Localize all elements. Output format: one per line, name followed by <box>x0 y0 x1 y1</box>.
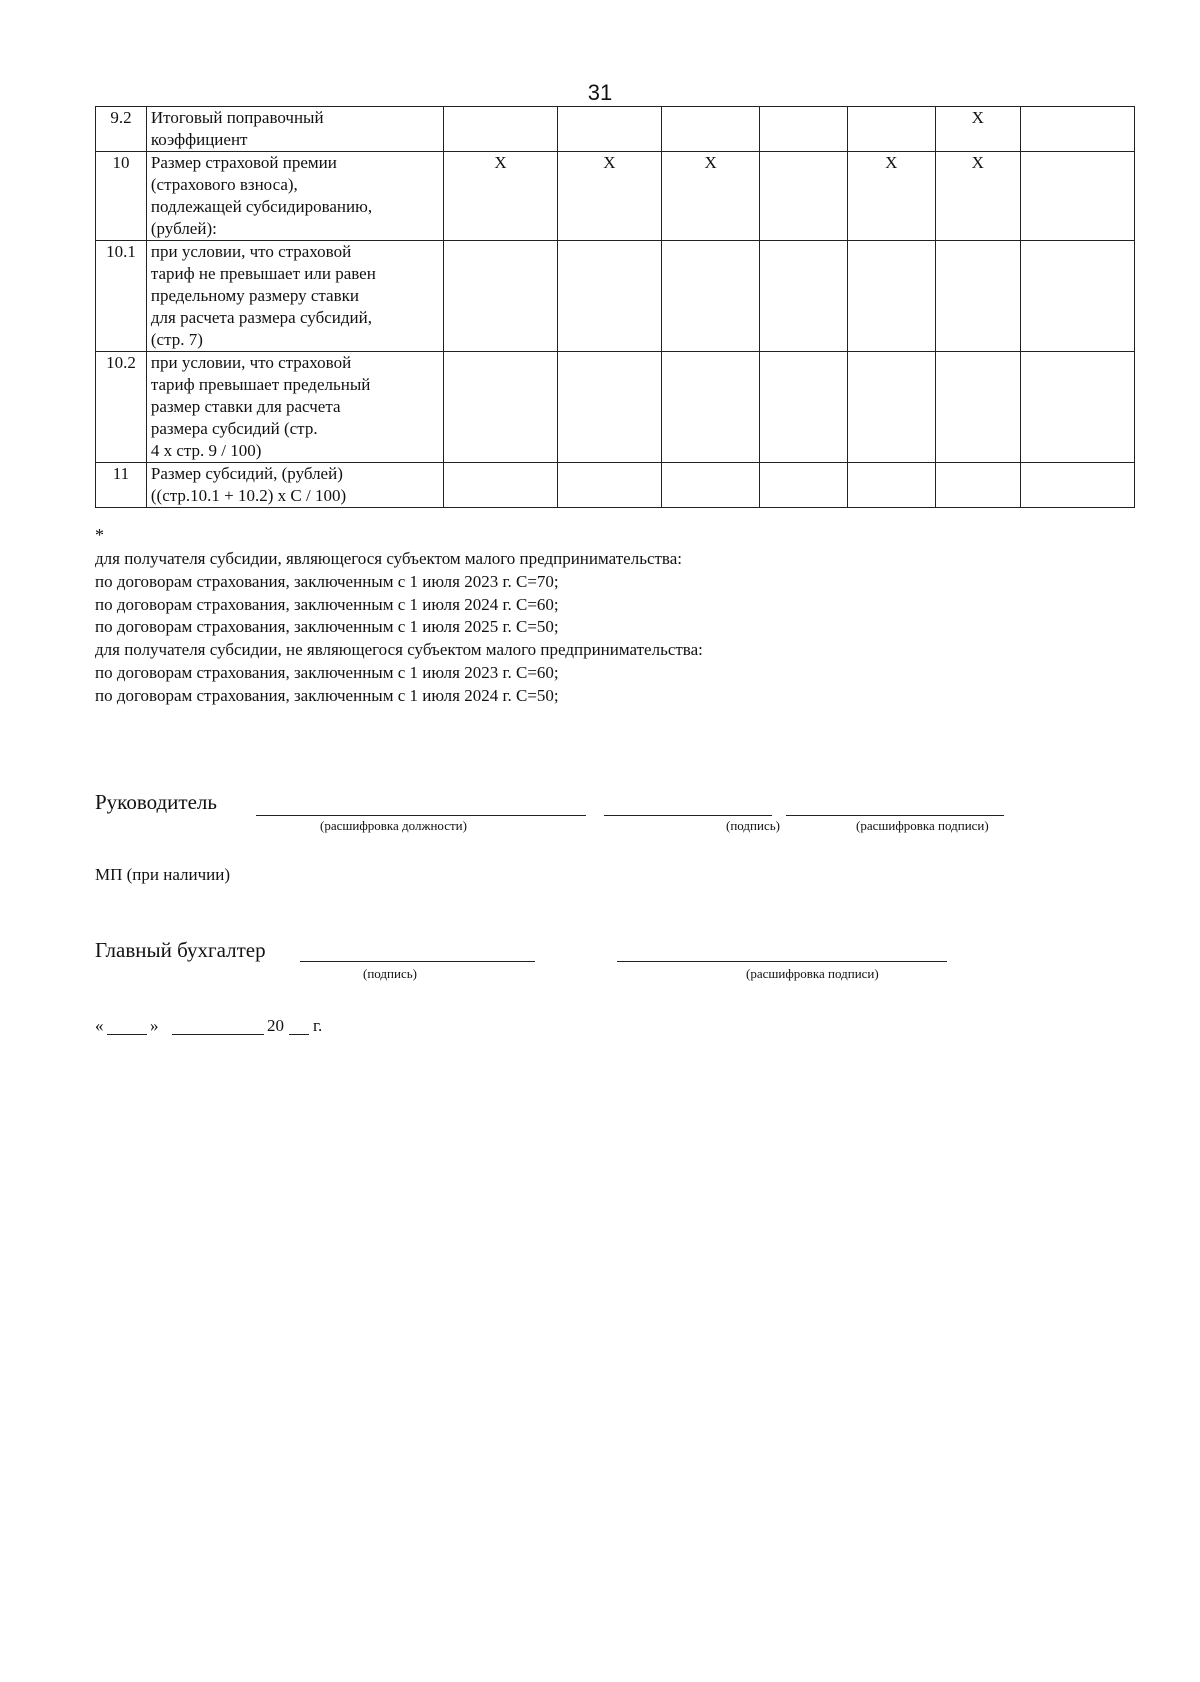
date-year-line[interactable] <box>289 1034 309 1035</box>
row-number: 10.1 <box>96 241 147 352</box>
date-year-prefix: 20 <box>267 1016 284 1035</box>
footnote-line: по договорам страхования, заключенным с 1 июля 2024 г. С=60; <box>95 594 559 614</box>
row-number: 9.2 <box>96 107 147 152</box>
head-signature-line[interactable] <box>604 815 772 816</box>
row-description: при условии, что страховой тариф превышает предельный размер ставки для расчета размера субсидий (стр. 4 x стр. 9 / 100) <box>150 353 371 460</box>
footnote-line: по договорам страхования, заключенным с 1 июля 2023 г. С=60; <box>95 662 559 682</box>
value-cell[interactable] <box>444 463 558 508</box>
row-number: 11 <box>96 463 147 508</box>
value-cell[interactable] <box>557 463 661 508</box>
accountant-label: Главный бухгалтер <box>95 938 266 962</box>
value-cell[interactable] <box>557 352 661 463</box>
value-cell[interactable] <box>661 463 760 508</box>
table-row <box>96 463 1135 508</box>
row-number: 10 <box>96 152 147 241</box>
value-cell[interactable]: X <box>935 152 1020 241</box>
value-cell[interactable] <box>1020 352 1134 463</box>
row-description: Итоговый поправочный коэффициент <box>150 108 324 149</box>
value-cell[interactable] <box>444 107 558 152</box>
page-number: 31 <box>587 80 613 105</box>
value-cell[interactable] <box>760 352 848 463</box>
value-cell[interactable] <box>760 241 848 352</box>
value-cell[interactable]: X <box>661 152 760 241</box>
value-cell[interactable] <box>1020 463 1134 508</box>
value-cell[interactable] <box>848 463 936 508</box>
value-cell[interactable] <box>444 241 558 352</box>
footnote-line: по договорам страхования, заключенным с 1 июля 2023 г. С=70; <box>95 571 559 591</box>
value-cell[interactable] <box>1020 107 1134 152</box>
footnote-line: для получателя субсидии, не являющегося субъектом малого предпринимательства: <box>95 640 703 660</box>
footnote-line: по договорам страхования, заключенным с 1 июля 2025 г. С=50; <box>95 617 559 637</box>
head-position-caption: (расшифровка должности) <box>320 818 467 833</box>
value-cell[interactable] <box>661 107 760 152</box>
footnote-line: для получателя субсидии, являющегося субъектом малого предпринимательства: <box>95 549 682 568</box>
value-cell[interactable] <box>848 241 936 352</box>
date-month-line[interactable] <box>172 1034 264 1035</box>
row-description-cell <box>146 352 443 463</box>
value-cell[interactable]: X <box>557 152 661 241</box>
head-decoding-caption: (расшифровка подписи) <box>856 818 989 833</box>
head-label: Руководитель <box>95 790 217 814</box>
value-cell[interactable] <box>760 152 848 241</box>
footnote-line: по договорам страхования, заключенным с 1 июля 2024 г. С=50; <box>95 685 559 705</box>
date-close-quote: » <box>150 1016 159 1035</box>
row-description-cell <box>146 463 443 508</box>
value-cell[interactable] <box>557 107 661 152</box>
table-row <box>96 152 1135 241</box>
calculation-table <box>95 106 1135 508</box>
value-cell[interactable] <box>848 107 936 152</box>
head-position-line[interactable] <box>256 815 586 816</box>
row-number: 10.2 <box>96 352 147 463</box>
accountant-signature-line[interactable] <box>300 961 535 962</box>
value-cell[interactable]: X <box>935 107 1020 152</box>
value-cell[interactable]: X <box>444 152 558 241</box>
row-description: при условии, что страховой тариф не превышает или равен предельному размеру ставки для расчета размера субсидий, (стр. 7) <box>150 242 376 349</box>
row-description-cell <box>146 152 443 241</box>
value-cell[interactable]: X <box>848 152 936 241</box>
footnote <box>95 525 1135 708</box>
value-cell[interactable] <box>661 352 760 463</box>
row-description: Размер страховой премии (страхового взноса), подлежащей субсидированию, (рублей): <box>150 153 373 238</box>
stamp-note: МП (при наличии) <box>95 865 231 884</box>
value-cell[interactable] <box>557 241 661 352</box>
value-cell[interactable] <box>848 352 936 463</box>
accountant-decoding-caption: (расшифровка подписи) <box>746 966 879 981</box>
value-cell[interactable] <box>760 107 848 152</box>
value-cell[interactable] <box>661 241 760 352</box>
value-cell[interactable] <box>760 463 848 508</box>
footnote-marker: * <box>95 525 104 545</box>
row-description-cell <box>146 107 443 152</box>
value-cell[interactable] <box>935 241 1020 352</box>
value-cell[interactable] <box>935 463 1020 508</box>
date-year-suffix: г. <box>313 1016 323 1035</box>
row-description: Размер субсидий, (рублей) ((стр.10.1 + 10.2) x С / 100) <box>150 464 347 505</box>
value-cell[interactable] <box>1020 241 1134 352</box>
accountant-decoding-line[interactable] <box>617 961 947 962</box>
table-row <box>96 352 1135 463</box>
accountant-signature-caption: (подпись) <box>363 966 417 981</box>
value-cell[interactable] <box>935 352 1020 463</box>
value-cell[interactable] <box>1020 152 1134 241</box>
date-day-line[interactable] <box>107 1034 147 1035</box>
table-row <box>96 241 1135 352</box>
value-cell[interactable] <box>444 352 558 463</box>
head-decoding-line[interactable] <box>786 815 1004 816</box>
head-signature-caption: (подпись) <box>726 818 780 833</box>
date-open-quote: « <box>95 1016 104 1035</box>
row-description-cell <box>146 241 443 352</box>
table-row <box>96 107 1135 152</box>
